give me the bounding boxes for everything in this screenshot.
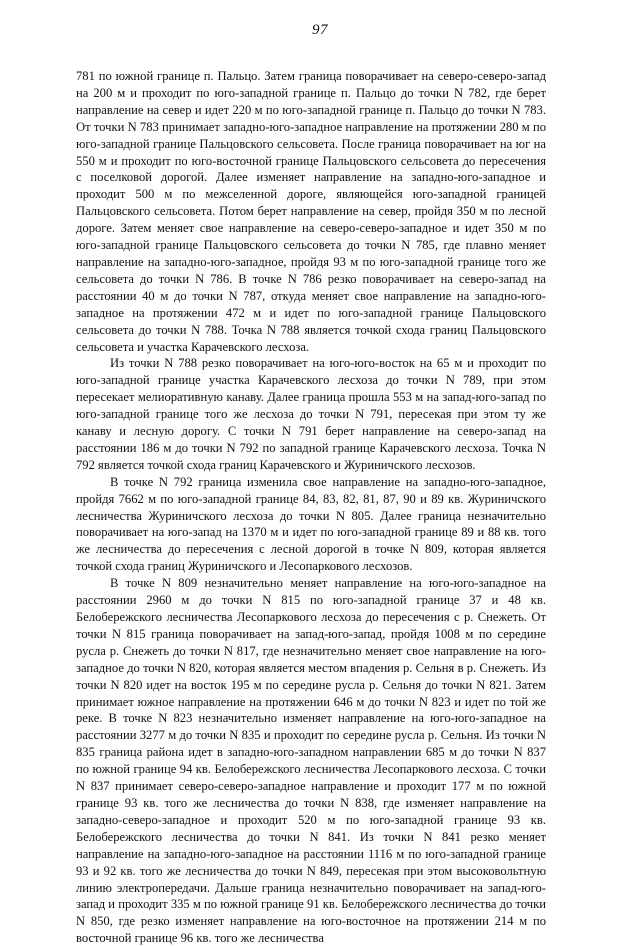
paragraph-4: В точке N 809 незначительно меняет направление на юго-юго-западное на расстоянии 2960 м до точки N 815 по юго-западной границе 37 и 48 кв. Белобережского лесничества Лесопаркового лесхоза до пересечения с р. Снежеть. От точки N 815 граница поворачивает на запад-юго-запад, пройдя 1008 м по середине русла р. Снежеть до точки N 817, где незначительно меняет свое направление на юго-западное до точки N 820, которая является местом впадения р. Сельня в р. Снежеть. Из точки N 820 идет на восток 195 м по середине русла р. Сельня до точки N 821. Затем принимает южное направление на протяжении 646 м до точки N 823 и идет по той же реке. В точке N 823 незначительно изменяет направление на юго-юго-западное на расстоянии 3277 м до точки N 835 и проходит по середине русла р. Сельня. Из точки N 835 граница района идет в западно-юго-западном направлении 685 м до точки N 837 по южной границе 94 кв. Белобережского лесничества Лесопаркового лесхоза. С точки N 837 принимает северо-северо-западное направление и проходит 177 м по южной границе 93 кв. того же лесничества до точки N 838, где изменяет направление на западно-северо-западное и проходит 520 м по юго-западной границе 93 кв. Белобережского лесничества до точки N 841. Из точки N 841 резко меняет направление на западно-юго-западное на расстоянии 1116 м по юго-западной границе 93 и 92 кв. того же лесничества до точки N 849, пересекая при этом высоковольтную линию электропередачи. Дальше граница незначительно поворачивает на запад-юго-запад и проходит 335 м по южной границе 91 кв. Белобережского лесничества до точки N 850, где резко изменяет направление на юго-восточное на протяжении 214 м по восточной границе 96 кв. того же лесничества <box>76 576 546 946</box>
page-number: 97 <box>312 22 328 38</box>
document-body <box>76 68 546 947</box>
paragraph-2: Из точки N 788 резко поворачивает на юго-юго-восток на 65 м и проходит по юго-западной границе участка Карачевского лесхоза до точки N 789, при этом пересекает мелиоративную канаву. Далее граница прошла 553 м на запад-юго-запад по юго-западной границе того же лесхоза до точки N 791, пересекая при этом ту же канаву и лесную дорогу. С точки N 791 берет направление на северо-запад на расстоянии 186 м до точки N 792 по западной границе Карачевского лесхоза. Точка N 792 является точкой схода границ Карачевского и Журиничского лесхозов. <box>76 356 546 472</box>
paragraph-1: 781 по южной границе п. Пальцо. Затем граница поворачивает на северо-северо-запад на 200 м и проходит по юго-западной границе п. Пальцо до точки N 782, где берет направление на север и идет 220 м по юго-западной границе п. Пальцо до точки N 783. От точки N 783 принимает западно-юго-западное направление на протяжении 280 м по юго-западной границе Пальцовского сельсовета. После граница поворачивает на юг на 550 м и проходит по юго-восточной границе Пальцовского сельсовета до пересечения с поселковой дорогой. Далее изменяет направление на западно-юго-западное и проходит 500 м по межселенной дороге, являющейся юго-западной границей Пальцовского сельсовета. Потом берет направление на север, пройдя 350 м по лесной дороге. Затем меняет свое направление на северо-северо-западное и идет 350 м по юго-западной границе Пальцовского сельсовета до точки N 785, где плавно меняет направление на западно-юго-западное, пройдя 93 м по юго-западной границе того же сельсовета до точки N 786. В точке N 786 резко поворачивает на северо-запад на расстоянии 40 м до точки N 787, откуда меняет свое направление на западно-юго-западное на протяжении 472 м и идет по юго-западной границе Пальцовского сельсовета до точки N 788. Точка N 788 является точкой схода границ Пальцовского сельсовета и участка Карачевского лесхоза. <box>76 69 546 354</box>
paragraph-3: В точке N 792 граница изменила свое направление на западно-юго-западное, пройдя 7662 м по юго-западной границе 84, 83, 82, 81, 87, 90 и 89 кв. Журиничского лесничества Журиничского лесхоза до точки N 805. Далее граница незначительно поворачивает на юго-запад на 1370 м и идет по юго-западной границе 89 и 88 кв. того же лесничества до пересечения с лесной дорогой в точке N 809, которая является точкой схода границ Журиничского и Лесопаркового лесхозов. <box>76 474 546 574</box>
